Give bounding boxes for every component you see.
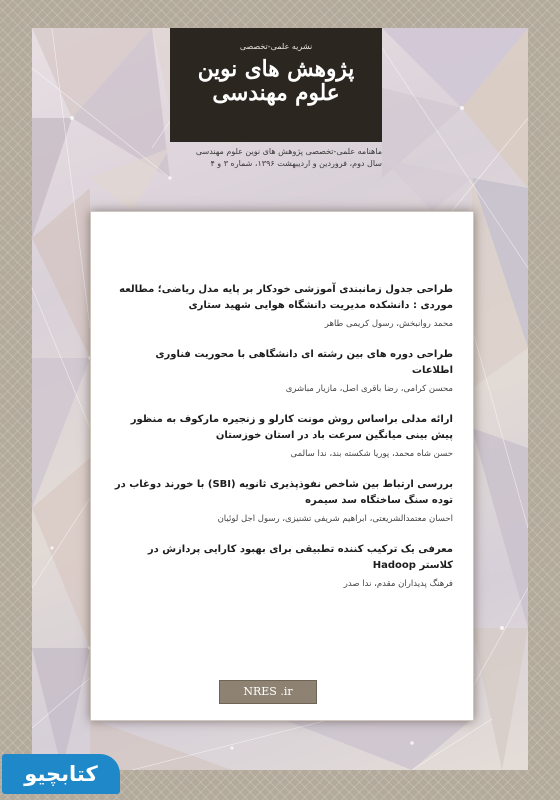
- journal-title: [170, 57, 382, 105]
- issue-info-publication: ماهنامه علمی-تخصصی پژوهش های نوین علوم مهندسی: [195, 147, 382, 156]
- article-title: طراحی جدول زمانبندی آموزشی خودکار بر پایه مدل ریاضی؛ مطالعه موردی : دانشکده مدیریت دانشگاه هوایی شهید ستاری: [119, 284, 453, 311]
- journal-cover: [32, 28, 528, 770]
- contents-panel: [90, 211, 474, 721]
- website-badge[interactable]: NRES .ir: [219, 680, 317, 704]
- article-item: [111, 282, 453, 332]
- article-authors: محمد روانبخش، رسول کریمی طاهر: [324, 319, 453, 329]
- masthead-subtitle: نشریه علمی-تخصصی: [239, 42, 313, 51]
- article-item: [111, 477, 453, 527]
- article-title: معرفی یک ترکیب کننده تطبیقی برای بهبود کارایی پردازش در کلاستر Hadoop: [147, 544, 453, 571]
- journal-title-line-2: علوم مهندسی: [212, 80, 340, 106]
- article-item: [111, 412, 453, 462]
- article-title: طراحی دوره های بین رشته ای دانشگاهی با محوریت فناوری اطلاعات: [155, 349, 453, 376]
- article-authors: فرهنگ پدیداران مقدم، ندا صدر: [343, 579, 453, 589]
- article-list: [111, 282, 453, 607]
- article-item: [111, 347, 453, 397]
- issue-info-volume: سال دوم، فروردین و اردیبهشت ۱۳۹۶، شماره ۳ و ۴: [210, 159, 382, 168]
- article-item: [111, 542, 453, 592]
- article-authors: حسن شاه محمد، پوریا شکسته بند، ندا سالمی: [290, 449, 453, 459]
- journal-masthead: [170, 28, 382, 142]
- article-authors: احسان معتمدالشریعتی، ابراهیم شریفی تشنیزی، رسول اجل لوئیان: [217, 514, 453, 524]
- issue-info: [170, 146, 382, 170]
- article-title: ارائه مدلی براساس روش مونت کارلو و زنجیره مارکوف به منظور پیش بینی میانگین سرعت باد در استان خوزستان: [130, 414, 453, 441]
- article-title: بررسی ارتباط بین شاخص نفوذپذیری ثانویه (SBI) با خورند دوغاب در توده سنگ ساختگاه سد سیمره: [114, 479, 453, 506]
- article-authors: محسن کرامی، رضا باقری اصل، مازیار مباشری: [285, 384, 453, 394]
- publisher-logo: کتابچیو: [2, 754, 120, 794]
- journal-title-line-1: پژوهش های نوین: [197, 56, 355, 82]
